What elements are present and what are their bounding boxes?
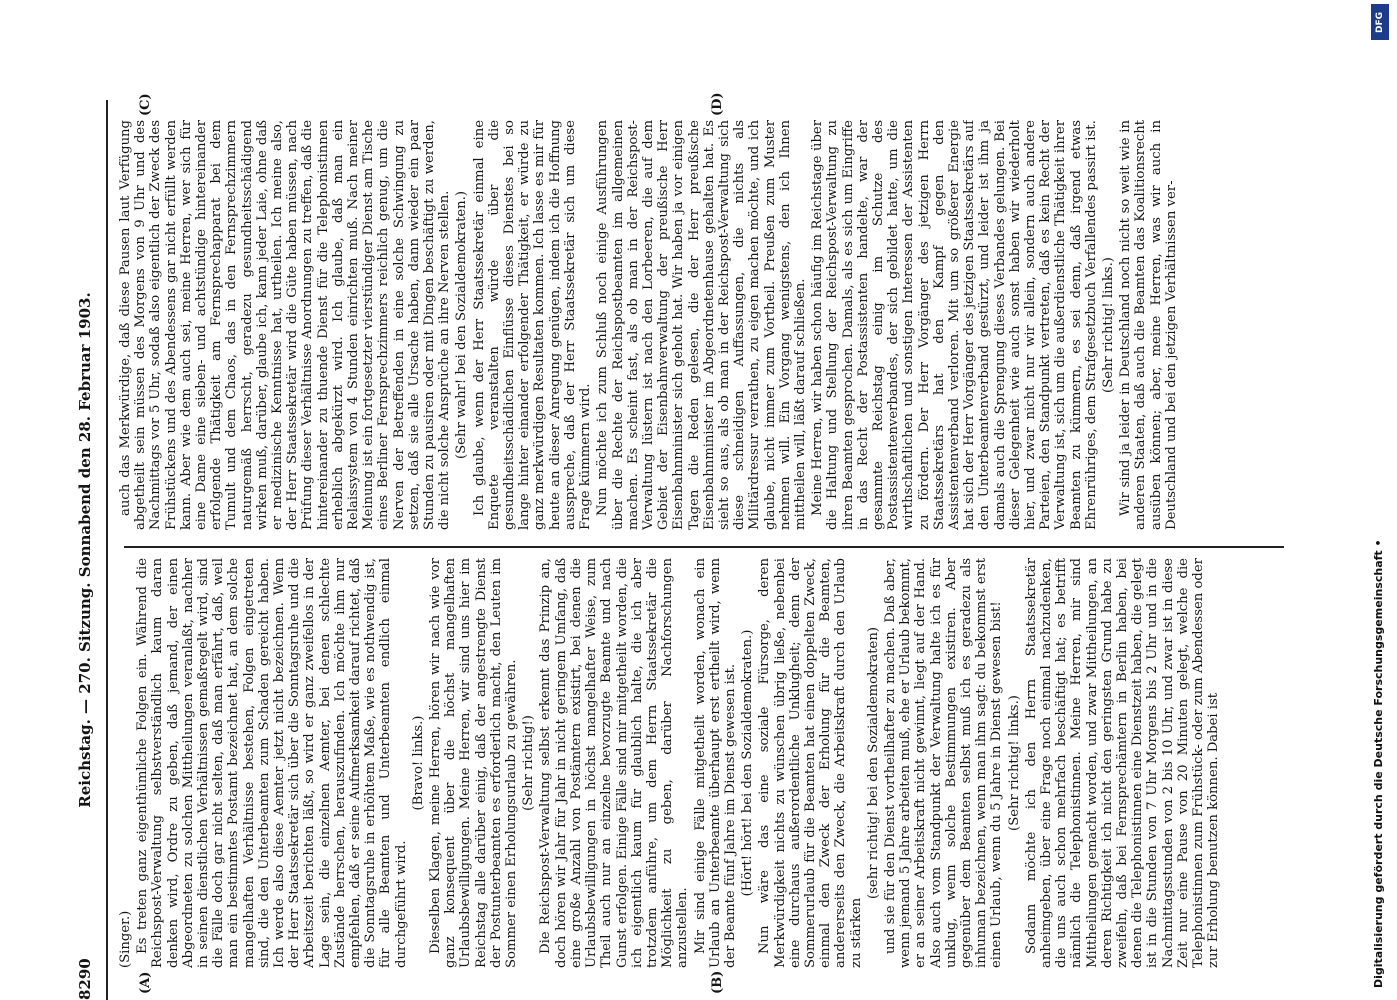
right-paragraph: Nun möchte ich zum Schluß noch einige Ausführungen über die Rechte der Reichspostbeamten im allgemeinen machen. Es scheint fast, als ob man in der Reichspost-Verwaltung lüstern ist nach den Lorbeeren, die auf dem Gebiet der Eisenbahnverwaltung der preußische Herr Eisenbahnminister sich geholt hat. Wir haben ja vor einigen Tagen die Reden gelesen, die der Herr preußische Eisenbahnminister im Abgeordnetenhause gehalten hat. Es sieht so aus, als ob man in der Reichspost-Verwaltung sich diese schneidigen Auffassungen, die nichts als Militärdressur verrathen, zu eigen machen möchte, und ich glaube, nicht immer zum Vortheil. Preußen zum Muster nehmen will. Ein Vorgang wenigstens, den ich Ihnen mittheilen will, läßt darauf schließen.: [595, 120, 808, 530]
left-interjection: (Bravo! links.): [410, 715, 426, 811]
margin-mark-a: (A): [138, 971, 153, 994]
column-divider: [124, 547, 1284, 549]
margin-mark-b: (B): [710, 970, 725, 994]
page-number: 8290: [76, 958, 94, 1000]
dfg-logo: [1371, 4, 1389, 40]
digitization-sidebar: [1366, 0, 1397, 1000]
left-interjection: (Sehr richtig! links.): [1006, 695, 1022, 831]
right-paragraph: Ich glaube, wenn der Herr Staatssekretär einmal eine Enquete veranstalten würde über die gesundheitsschädlichen Einflüsse dieses Dienstes bei so lange hinter einander erfolgender Thätigkeit, er würde zu ganz merkwürdigen Resultaten kommen. Ich lasse es mir für heute an dieser Anregung genügen, indem ich die Hoffnung ausspreche, daß der Herr Staatssekretär sich um diese Frage kümmern wird.: [471, 120, 594, 530]
left-paragraph: Mir sind einige Fälle mitgetheilt worden, wonach ein Urlaub an Unterbeamte überhaupt erst ertheilt wird, wenn der Beamte fünf Jahre im Dienst gewesen ist.: [692, 558, 738, 968]
left-interjection: (Hört! hört! bei den Sozialdemokraten.): [740, 629, 756, 897]
right-paragraph: auch das Merkwürdige, daß diese Pausen laut Verfügung abgetheilt sein müssen des Morgens von 9 Uhr und des Nachmittags vor 5 Uhr, sodaß also eigentlich der Zweck des Frühstückens und des Abendessens gar nicht erfüllt werden kann. Aber wie dem auch sei, meine Herren, wer sich für eine Dame eine sieben- und achtstündige hintereinander erfolgende Thätigkeit am Fernsprechapparat bei dem Tumult und dem Chaos, das in den Fernsprechzimmern naturgemäß herrscht, geradezu gesundheitsschädigend wirken muß, darüber, glaube ich, kann jeder Laie, ohne daß er medizinische Kenntnisse hat, urtheilen. Ich meine also, der Herr Staatssekretär wird die Güte haben müssen, nach Prüfung dieser Verhältnisse Anordnungen zu treffen, daß die hintereinander zu thuende Dienst für die Telephonistinnen erheblich abgekürzt wird. Ich glaube, daß man ein Relaissystem von 4 Stunden einrichten muß. Nach meiner Meinung ist ein fortgesetzter vierstündiger Dienst am Tische eines Berliner Fernsprechzimmers reichlich genug, um die Nerven der Betreffenden in eine solche Schwingung zu setzen, daß sie alle Ursache haben, dann wieder ein paar Stunden zu pausiren oder mit Dingen beschäftigt zu werden, die nicht solche Ansprüche an ihre Nerven stellen.: [118, 120, 453, 530]
digitization-credit: Digitalisierung gefördert durch die Deutsche Forschungsgemeinschaft •: [1372, 539, 1385, 988]
left-paragraph: und sie für den Dienst vortheilhafter zu machen. Daß aber, wenn jemand 5 Jahre arbeiten muß, ehe er Urlaub bekommt, er an seiner Arbeitskraft nicht gewinnt, liegt auf der Hand. Also auch vom Standpunkt der Verwaltung halte ich es für unklug, wenn solche Bestimmungen existiren. Aber gegenüber dem Beamten selbst muß ich es geradezu als inhuman bezeichnen, wenn man ihm sagt: du bekommst erst einen Urlaub, wenn du 5 Jahre in Dienst gewesen bist!: [882, 558, 1005, 968]
scanned-page: [70, 92, 1300, 1000]
right-paragraph: Wir sind ja leider in Deutschland noch nicht so weit wie in anderen Staaten, daß auch die Beamten das Koalitionsrecht ausüben können; aber, meine Herren, was wir auch in Deutschland und bei den jetzigen Verhältnissen ver-: [1118, 120, 1179, 530]
left-interjection: (sehr richtig! bei den Sozialdemokraten): [865, 627, 881, 899]
left-column: [118, 558, 1288, 968]
dfg-logo-text: DFG: [1375, 11, 1385, 33]
left-interjection: (Sehr richtig!): [521, 715, 537, 811]
margin-mark-d: (D): [710, 92, 725, 116]
left-paragraph: Nun wäre das eine soziale Fürsorge, deren Merkwürdigkeit nichts zu wünschen übrig ließe, nebenbei eine durchaus außerordentliche Unklugheit; denn der Sommerurlaub für die Beamten hat einen doppelten Zweck, einmal den Zweck der Erholung für die Beamten, andererseits den Zweck, die Arbeitskraft durch den Urlaub zu stärken: [757, 558, 864, 968]
left-paragraph: Dieselben Klagen, meine Herren, hören wir nach wie vor ganz konsequent über die höchst mangelhaften Urlaubsbewilligungen. Meine Herren, wir sind uns hier im Reichstag alle darüber einig, daß der angestrengte Dienst der Postunterbeamten es erforderlich macht, den Leuten im Sommer einen Erholungsurlaub zu gewähren.: [428, 558, 520, 968]
right-interjection: (Sehr wahr! bei den Sozialdemokraten.): [454, 191, 470, 459]
left-speaker-name: (Singer.): [118, 910, 133, 968]
left-paragraph: Die Reichspost-Verwaltung selbst erkennt das Prinzip an, doch hören wir Jahr für Jahr in nicht geringem Umfang, daß eine große Anzahl von Postämtern existirt, bei denen die Urlaubsbewilligungen in höchst mangelhafter Weise, zum Theil auch nur an einzelne bevorzugte Beamte und nach Gunst erfolgen. Einige Fälle sind mir mitgetheilt worden, die ich eigentlich kaum für glaublich halte, die ich aber trotzdem anführe, um dem Herrn Staatssekretär die Möglichkeit zu geben, darüber Nachforschungen anzustellen.: [538, 558, 691, 968]
right-interjection: (Sehr richtig! links.): [1101, 257, 1116, 393]
left-paragraph: Es treten ganz eigenthümliche Folgen ein. Während die Reichspost-Verwaltung selbstverständlich kaum daran denken wird, Ordre zu geben, daß jemand, der einen Abgeordneten zu solchen Mittheilungen veranlaßt, nachher in seinen dienstlichen Verhältnissen gemaßregelt wird, sind die Fälle doch gar nicht selten, daß man erfährt, daß, weil man ein bestimmtes Postamt bezeichnet hat, an dem solche mangelhaften Verhältnisse bestehen, Folgen eingetreten sind, die den Unterbeamten zum Schaden gereicht haben. Ich werde also diese Aemter jetzt nicht bezeichnen. Wenn der Herr Staatssekretär sich über die Sonntagsruhe und die Arbeitszeit berichten läßt, so wird er ganz zweifellos in der Lage sein, die einzelnen Aemter, bei denen schlechte Zustände herrschen, herauszufinden. Ich möchte ihm nur empfehlen, daß er seine Aufmerksamkeit darauf richtet, daß die Sonntagsruhe in erhöhtem Maße, wie es nothwendig ist, für alle Beamten und Unterbeamten endlich einmal durchgeführt wird.: [135, 558, 409, 968]
session-title: Reichstag. — 270. Sitzung. Sonnabend den 28. Februar 1903.: [76, 292, 94, 808]
header-rule: [106, 100, 108, 1000]
margin-mark-c: (C): [138, 93, 153, 116]
right-column: [118, 120, 1288, 530]
page-header: [70, 100, 106, 1000]
right-paragraph: Meine Herren, wir haben schon häufig im Reichstage über die Haltung und Stellung der Reichspost-Verwaltung zu ihren Beamten gesprochen. Damals, als es sich um Eingriffe in das Recht der Postassistenten handelte, war der gesammte Reichstag einig im Schutze des Postassistentenverbandes, der sich gebildet hatte, um die wirthschaftlichen und sonstigen Interessen der Assistenten zu fördern. Der Herr Vorgänger des jetzigen Herrn Staatssekretärs hat den Kampf gegen den Assistentenverband verloren. Mit um so größerer Energie hat sich der Herr Vorgänger des jetzigen Staatssekretärs auf den Unterbeamtenverband gestürzt, und leider ist ihm ja damals auch die Sprengung dieses Verbandes gelungen. Bei dieser Gelegenheit wie auch sonst haben wir wiederholt hier, und zwar nicht nur wir allein, sondern auch andere Parteien, den Standpunkt vertreten, daß es kein Recht der Verwaltung ist, sich um die außerdienstliche Thätigkeit ihrer Beamten zu kümmern, es sei denn, daß irgend etwas Ehrenrühriges, dem Strafgesetzbuch Verfallendes passirt ist.: [810, 120, 1099, 530]
left-paragraph: Sodann möchte ich den Herrn Staatssekretär anheimgeben, über eine Frage noch einmal nachzudenken, die uns auch schon mehrfach beschäftigt hat; es betrifft nämlich die Telephonistinnen. Meine Herren, mir sind Mittheilungen gemacht worden, und zwar Mittheilungen, an deren Richtigkeit ich nicht den geringsten Grund habe zu zweifeln, daß bei Fernsprechämtern in Berlin haben, bei denen die Telephonistinnen eine Dienstzeit haben, die gelegt ist in die Stunden von 7 Uhr Morgens bis 2 Uhr und in die Nachmittagsstunden von 2 bis 10 Uhr, und zwar ist in diese Zeit nur eine Pause von 20 Minuten gelegt, welche die Telephonistinnen zum Frühstück- oder zum Abendessen oder zur Erholung benutzen können. Dabei ist: [1023, 558, 1222, 968]
